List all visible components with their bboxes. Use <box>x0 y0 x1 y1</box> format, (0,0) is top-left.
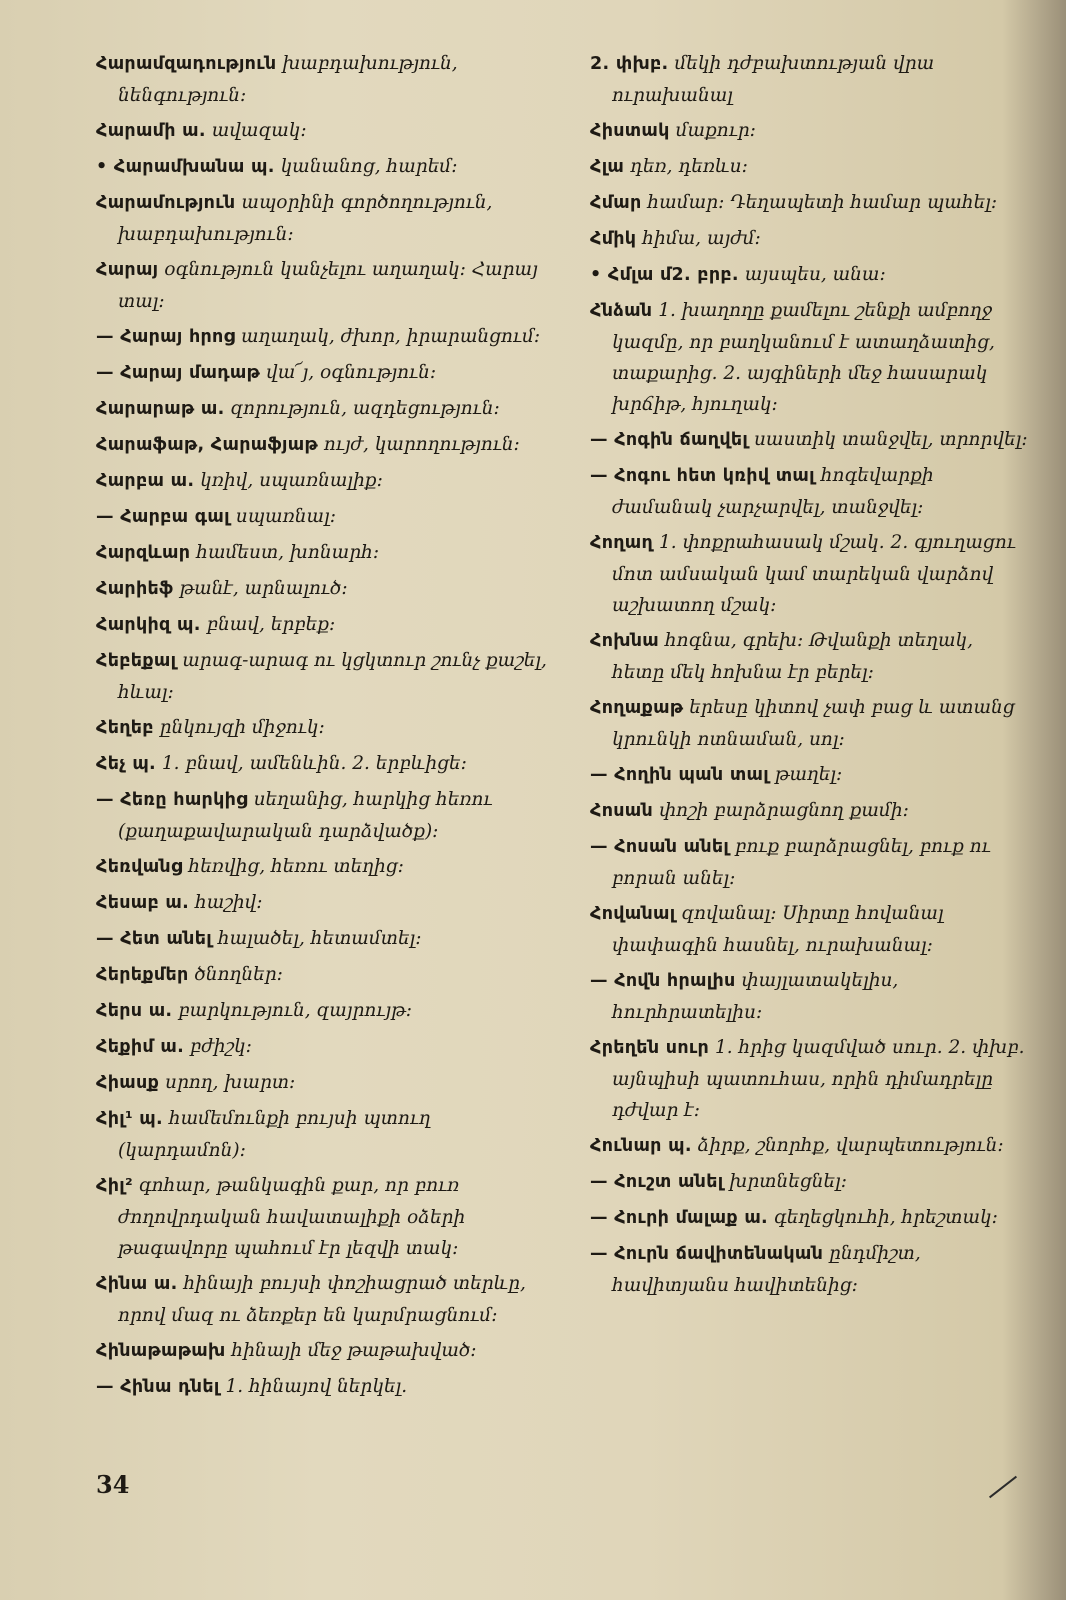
definition: բուք բարձրացնել, բուք ու բորան անել։ <box>612 836 991 889</box>
headword: Հեբեքալ <box>96 651 177 671</box>
definition: բնավ, երբեք։ <box>200 614 336 635</box>
headword: Հողաքաթ <box>590 698 684 718</box>
left-column <box>96 48 558 1407</box>
definition: վա՜յ, օգնություն։ <box>260 362 437 383</box>
page-number: 34 <box>96 1470 130 1499</box>
headword: Հողաղ <box>590 533 654 553</box>
dictionary-entry <box>96 393 558 425</box>
headword: Հոխնա <box>590 631 660 651</box>
headword: Հմիկ <box>590 229 637 249</box>
headword: Հովանալ <box>590 904 676 924</box>
definition: սպառնալ։ <box>229 506 336 527</box>
definition: հինայի բույսի փոշիացրած տերևը, որով մազ ու ձեռքեր են կարմրացնում։ <box>118 1273 526 1326</box>
definition: զովանալ։ Սիրտը հովանալ փափագին հասնել, ուրախանալ։ <box>612 903 944 956</box>
dictionary-entry <box>96 1170 558 1264</box>
definition: ընկույզի միջուկ։ <box>153 717 325 738</box>
dictionary-entry <box>96 465 558 497</box>
dictionary-entry <box>96 1103 558 1166</box>
definition: հինայի մեջ թաթախված։ <box>225 1340 477 1361</box>
definition: հալածել, հետամտել։ <box>211 928 422 949</box>
definition: կանանոց, հարեմ։ <box>274 156 458 177</box>
pencil-mark <box>989 1476 1017 1499</box>
dictionary-entry <box>590 151 1030 183</box>
headword: Հլա <box>590 157 625 177</box>
headword: Հեսաբ ա. <box>96 893 190 913</box>
headword: Հեքիմ ա. <box>96 1037 185 1057</box>
headword: Հարամզադություն <box>96 54 277 74</box>
headword: — Հոգին ճաղվել <box>590 430 749 450</box>
definition: խրտնեցնել։ <box>723 1171 848 1192</box>
definition: համար։ Դեղապետի համար պահել։ <box>641 192 998 213</box>
dictionary-entry <box>590 831 1030 894</box>
dictionary-entry <box>590 692 1030 755</box>
dictionary-entry <box>590 1032 1030 1126</box>
dictionary-entry <box>96 321 558 353</box>
definition: այսպես, անա։ <box>738 264 886 285</box>
dictionary-entry <box>590 259 1030 291</box>
dictionary-entry <box>96 609 558 641</box>
dictionary-entry <box>96 784 558 847</box>
headword: Հունար պ. <box>590 1136 692 1156</box>
definition: ընդմիշտ, հավիտյանս հավիտենից։ <box>612 1243 921 1296</box>
dictionary-entry <box>590 965 1030 1028</box>
definition: 1. խաղողը քամելու շենքի ամբողջ կազմը, որ բաղկանում է ատաղձատից, տաքարից. 2. այգիների մեջ հասարակ խրճիթ, հյուղակ։ <box>612 300 995 415</box>
definition: սրող, խարտ։ <box>159 1072 296 1093</box>
headword: Հարկիզ պ. <box>96 615 201 635</box>
dictionary-entry <box>590 625 1030 688</box>
dictionary-entry <box>96 851 558 883</box>
dictionary-entry <box>590 527 1030 621</box>
definition: կռիվ, սպառնալիք։ <box>194 470 383 491</box>
headword: — Հուշտ անել <box>590 1172 724 1192</box>
definition: խաբդախություն, նենգություն։ <box>118 53 458 106</box>
dictionary-entry <box>590 1130 1030 1162</box>
headword: — Հետ անել <box>96 929 212 949</box>
definition: մաքուր։ <box>669 120 756 141</box>
definition: փոշի բարձրացնող քամի։ <box>653 800 909 821</box>
headword: — Հինա դնել <box>96 1377 220 1397</box>
dictionary-entry <box>590 115 1030 147</box>
dictionary-entry <box>96 995 558 1027</box>
dictionary-entry <box>96 1031 558 1063</box>
dictionary-entry <box>590 898 1030 961</box>
dictionary-entry <box>96 1371 558 1403</box>
headword: • Հմլա մ2. բրբ. <box>590 265 739 285</box>
dictionary-entry <box>96 537 558 569</box>
dictionary-entry <box>96 254 558 317</box>
definition: օգնություն կանչելու աղաղակ։ Հարայ տալ։ <box>118 259 538 312</box>
definition: 1. հինայով ներկել. <box>219 1376 408 1397</box>
definition: թաղել։ <box>768 764 843 785</box>
dictionary-entry <box>96 1268 558 1331</box>
definition: սաստիկ տանջվել, տրորվել։ <box>748 429 1028 450</box>
definition: ապօրինի գործողություն, խաբդախություն։ <box>118 192 493 245</box>
headword: Հարաֆաթ, Հարաֆյաթ <box>96 435 318 455</box>
headword: — Հարբա գալ <box>96 507 230 527</box>
definition: 1. հրից կազմված սուր. 2. փխբ. այնպիսի պատուհաս, որին դիմադրելը դժվար է։ <box>612 1037 1025 1121</box>
headword: Հեչ պ. <box>96 754 156 774</box>
headword: Հիստակ <box>590 121 670 141</box>
headword: Հարարաթ ա. <box>96 399 225 419</box>
dictionary-entry <box>96 923 558 955</box>
definition: ձիրք, շնորհք, վարպետություն։ <box>691 1135 1004 1156</box>
dictionary-entry <box>96 645 558 708</box>
dictionary-entry <box>590 1202 1030 1234</box>
dictionary-entry <box>590 460 1030 523</box>
dictionary-entry <box>96 748 558 780</box>
dictionary-entry <box>96 357 558 389</box>
headword: — Հոգու հետ կռիվ տալ <box>590 466 815 486</box>
definition: համեմունքի բույսի պտուղ (կարդամոն)։ <box>118 1108 431 1161</box>
headword: Հինաթաթախ <box>96 1341 226 1361</box>
headword: — Հարայ մադաթ <box>96 363 261 383</box>
dictionary-entry <box>96 573 558 605</box>
dictionary-entry <box>590 795 1030 827</box>
headword: — Հեռը հարկից <box>96 790 248 810</box>
dictionary-entry <box>96 429 558 461</box>
dictionary-entry <box>96 501 558 533</box>
definition: թանէ, արնալուծ։ <box>173 578 348 599</box>
definition: հոգնա, գրեխ։ Թվանքի տեղակ, հետը մեկ հոխնա էր բերել։ <box>612 630 974 683</box>
definition: բժիշկ։ <box>184 1036 252 1057</box>
dictionary-entry <box>590 187 1030 219</box>
headword: Հոսան <box>590 801 654 821</box>
definition: ույժ, կարողություն։ <box>317 434 520 455</box>
headword: Հեղեբ <box>96 718 154 738</box>
headword: Հնձան <box>590 301 653 321</box>
headword: Հիասք <box>96 1073 160 1093</box>
headword: Հմար <box>590 193 642 213</box>
dictionary-entry <box>96 187 558 250</box>
definition: աղաղակ, ժխոր, իրարանցում։ <box>235 326 541 347</box>
dictionary-entry <box>96 1335 558 1367</box>
dictionary-entry <box>96 115 558 147</box>
definition: փայլատակելիս, հուրհրատելիս։ <box>612 970 899 1023</box>
headword: Հինա ա. <box>96 1274 178 1294</box>
definition: 1. բնավ, ամենևին. 2. երբևիցե։ <box>156 753 467 774</box>
dictionary-entry <box>590 759 1030 791</box>
definition: ավազակ։ <box>205 120 307 141</box>
definition: հոգեվարքի ժամանակ չարչարվել, տանջվել։ <box>612 465 934 518</box>
headword: Հերս ա. <box>96 1001 173 1021</box>
definition: հիմա, այժմ։ <box>636 228 761 249</box>
definition: սեղանից, հարկից հեռու (քաղաքավարական դարձվածք)։ <box>118 789 493 842</box>
definition: հաշիվ։ <box>189 892 263 913</box>
dictionary-entry <box>96 151 558 183</box>
definition: հեռվից, հեռու տեղից։ <box>182 856 404 877</box>
definition: բարկություն, զայրույթ։ <box>172 1000 413 1021</box>
headword: Հարբա ա. <box>96 471 195 491</box>
headword: — Հուրի մալաք ա. <box>590 1208 769 1228</box>
dictionary-entry <box>590 48 1030 111</box>
definition: մեկի դժբախտության վրա ուրախանալ <box>612 53 935 106</box>
dictionary-entry <box>590 1166 1030 1198</box>
dictionary-entry <box>96 48 558 111</box>
headword: — Հուրն ճավիտենական <box>590 1244 824 1264</box>
headword: — Հարայ հրոց <box>96 327 236 347</box>
headword: Հիլ² <box>96 1176 133 1196</box>
definition: երեսը կիտով չափ բաց և ատանց կրունկի ոտնաման, սոլ։ <box>612 697 1015 750</box>
definition: ծնողներ։ <box>188 964 283 985</box>
headword: — Հոսան անել <box>590 837 730 857</box>
dictionary-entry <box>96 712 558 744</box>
dictionary-entry <box>96 1067 558 1099</box>
headword: Հեռվանց <box>96 857 183 877</box>
headword: Հարամություն <box>96 193 236 213</box>
headword: Հարամի ա. <box>96 121 206 141</box>
dictionary-entry <box>590 295 1030 420</box>
definition: գոհար, թանկագին քար, որ բուռ ժողովրդական հավատալիքի օձերի թագավորը պահում էր լեզվի տակ։ <box>118 1175 466 1259</box>
dictionary-entry <box>590 223 1030 255</box>
dictionary-entry <box>590 1238 1030 1301</box>
headword: Հերեքմեր <box>96 965 189 985</box>
headword: — Հողին պան տալ <box>590 765 769 785</box>
headword: Հրեղեն սուր <box>590 1038 710 1058</box>
headword: Հարզևար <box>96 543 191 563</box>
headword: — Հովն հրալիս <box>590 971 736 991</box>
right-column <box>590 48 1030 1305</box>
headword: 2. փխբ. <box>590 54 669 74</box>
dictionary-entry <box>96 959 558 991</box>
definition: զորություն, ազդեցություն։ <box>224 398 500 419</box>
headword: Հիլ¹ պ. <box>96 1109 163 1129</box>
dictionary-entry <box>96 887 558 919</box>
definition: համեստ, խոնարհ։ <box>190 542 380 563</box>
definition: դեռ, դեռևս։ <box>624 156 748 177</box>
headword: Հարայ <box>96 260 159 280</box>
dictionary-entry <box>590 424 1030 456</box>
headword: • Հարամխանա պ. <box>96 157 275 177</box>
definition: արագ-արագ ու կցկտուր շունչ քաշել, հևալ։ <box>118 650 547 703</box>
definition: 1. փոքրահասակ մշակ. 2. գյուղացու մոտ ամսական կամ տարեկան վարձով աշխատող մշակ։ <box>612 532 1016 616</box>
definition: գեղեցկուհի, հրեշտակ։ <box>768 1207 998 1228</box>
headword: Հարիեֆ <box>96 579 174 599</box>
